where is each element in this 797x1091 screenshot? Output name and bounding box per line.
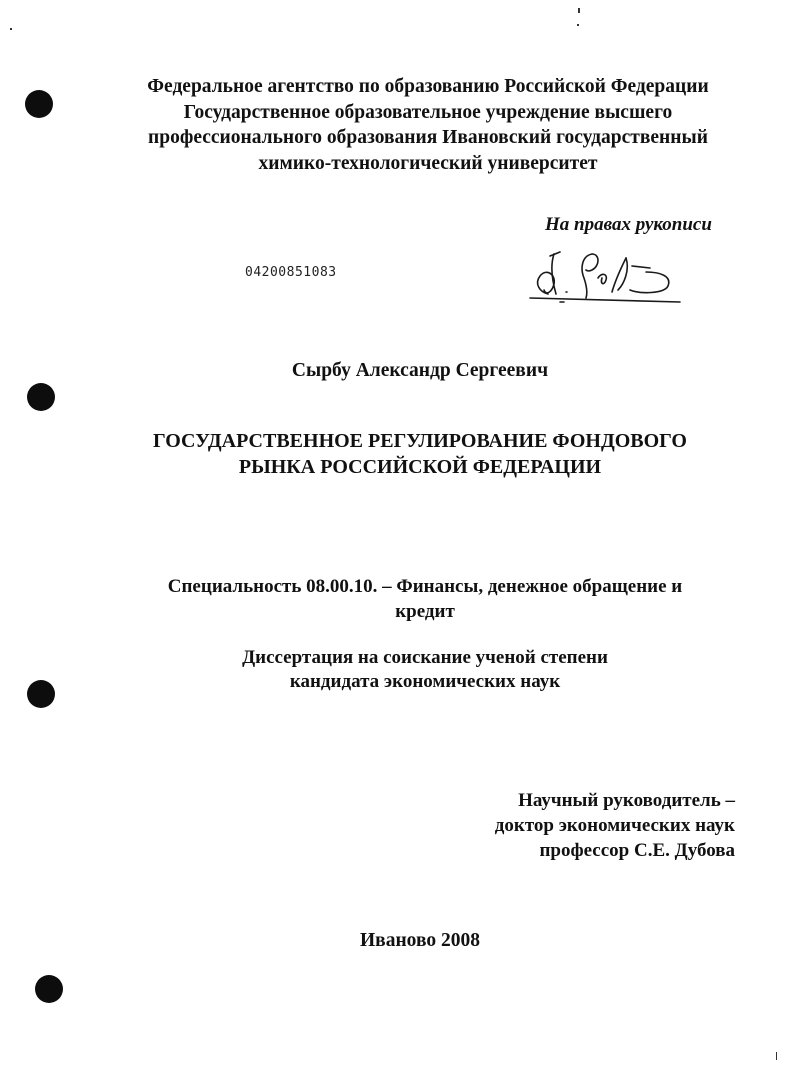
degree-line: Диссертация на соискание ученой степени — [242, 647, 608, 668]
institution-header — [90, 74, 766, 176]
header-line: профессионального образования Ивановский государственный — [148, 127, 708, 148]
punch-hole-2 — [27, 383, 55, 411]
author-signature — [520, 232, 690, 312]
header-line: химико-технологический университет — [258, 152, 598, 174]
scan-speck — [10, 28, 12, 30]
manuscript-rights: На правах рукописи — [545, 214, 712, 235]
scientific-supervisor — [495, 788, 735, 863]
supervisor-line: профессор С.Е. Дубова — [539, 840, 735, 861]
header-line: Федеральное агентство по образованию Российской Федерации — [147, 76, 709, 97]
punch-hole-3 — [27, 680, 55, 708]
scan-speck — [776, 1052, 777, 1060]
specialty-line: Специальность 08.00.10. – Финансы, денежное обращение и — [167, 576, 683, 597]
specialty-line: кредит — [395, 601, 455, 622]
degree-statement — [150, 646, 700, 694]
degree-line: кандидата экономических наук — [289, 671, 561, 692]
supervisor-line: Научный руководитель – — [518, 790, 735, 811]
supervisor-line: доктор экономических наук — [494, 815, 735, 836]
punch-hole-4 — [35, 975, 63, 1003]
document-code: 04200851083 — [245, 265, 337, 280]
header-line: Государственное образовательное учреждение высшего — [183, 101, 673, 123]
city-year: Иваново 2008 — [360, 930, 480, 951]
author-name: Сырбу Александр Сергеевич — [291, 360, 549, 381]
title-line: ГОСУДАРСТВЕННОЕ РЕГУЛИРОВАНИЕ ФОНДОВОГО — [153, 430, 687, 452]
scan-speck — [577, 24, 579, 26]
specialty — [100, 574, 750, 624]
scan-speck — [578, 8, 580, 13]
title-line: РЫНКА РОССИЙСКОЙ ФЕДЕРАЦИИ — [238, 456, 602, 478]
dissertation-title — [100, 428, 740, 480]
punch-hole-1 — [25, 90, 53, 118]
